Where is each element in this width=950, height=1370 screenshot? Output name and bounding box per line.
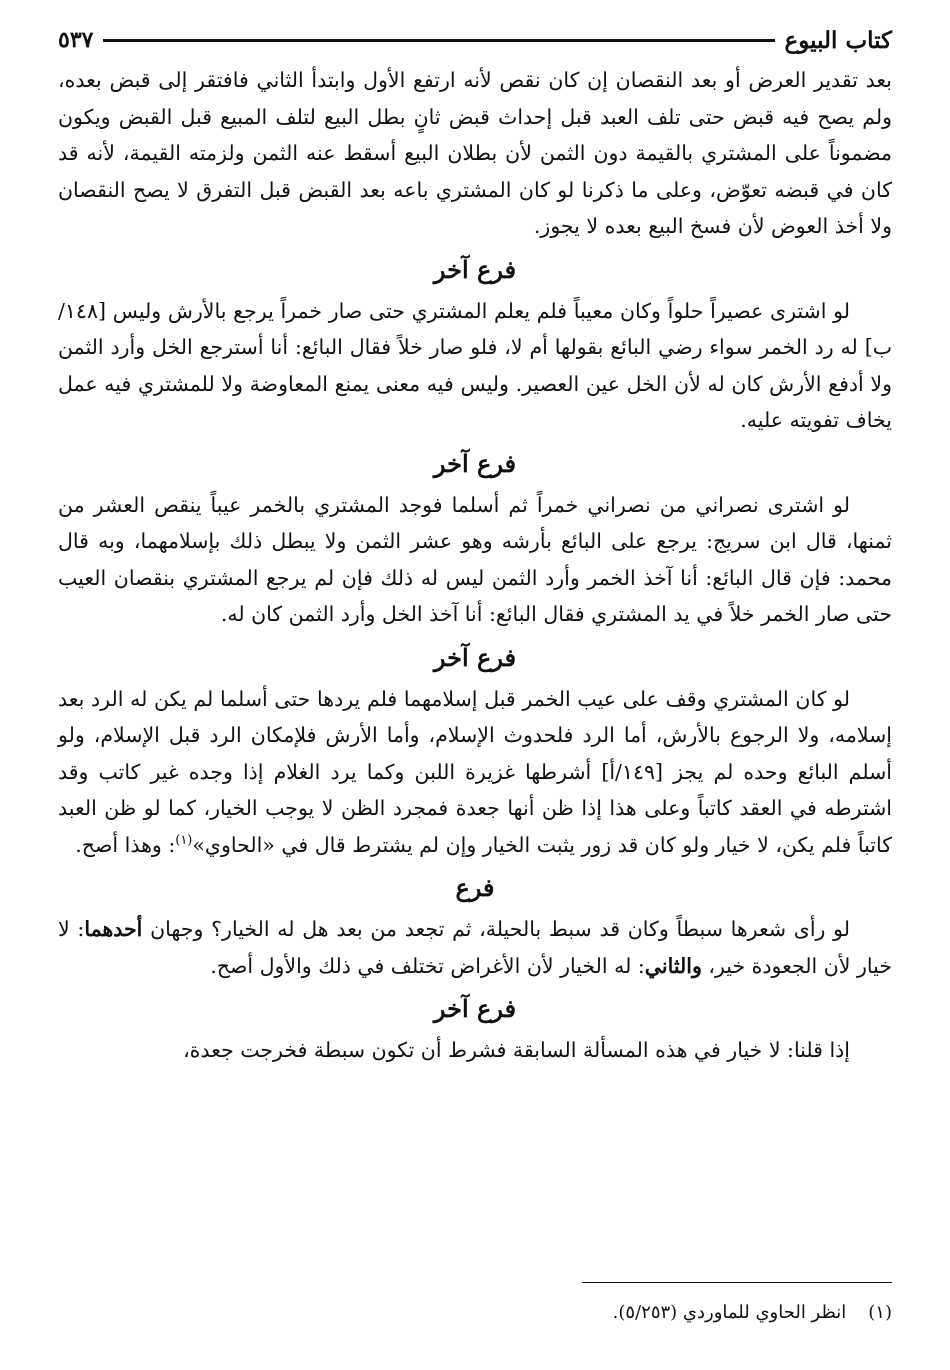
section-heading-2: فرع آخر <box>433 448 517 478</box>
section-text-3-tail: : وهذا أصح. <box>75 832 176 857</box>
section-text-4 <box>58 911 892 984</box>
header-rule <box>103 39 774 42</box>
first-view-label: أحدهما <box>84 917 143 941</box>
intro-paragraph: بعد تقدير العرض أو بعد النقصان إن كان نقص لأنه ارتفع الأول وابتدأ الثاني فافتقر إلى قبض بعده، ولم يصح فيه قبض حتى تلف العبد قبل إحداث قبض ثانٍ بطل البيع لتلف المبيع قبل القبض ويكون مضموناً على المشتري بالقيمة دون الثمن لأن بطلان البيع أسقط عنه الثمن ولزمته القيمة، لأنه قد كان في قبضه تعوّض، وعلى ما ذكرنا لو كان المشتري باعه بعد القبض قبل التفرق لا يصح النقصان ولا أخذ العوض لأن فسخ البيع بعده لا يجوز. <box>58 68 892 238</box>
section-text-3 <box>58 681 892 864</box>
running-header <box>58 20 892 60</box>
second-view-text: : له الخيار لأن الأغراض تختلف في ذلك والأول أصح. <box>210 953 645 978</box>
section-heading-4: فرع <box>455 873 495 902</box>
section-heading-3: فرع آخر <box>433 642 517 672</box>
page-number: ٥٣٧ <box>58 27 94 53</box>
section-heading-1: فرع آخر <box>433 254 517 284</box>
document-page <box>58 20 892 1370</box>
section-text-1: لو اشترى عصيراً حلواً وكان معيباً فلم يعلم المشتري حتى صار خمراً يرجع بالأرش وليس [١٤٨/ب] له رد الخمر سواء رضي البائع بقولها أم لا، فلو صار خلاً فقال البائع: أنا أسترجع الخل وأرد الثمن ولا أدفع الأرش كان له لأن الخل عين العصير. وليس فيه معنى يمنع المعاوضة ولا للمشتري فيه عمل يخاف تفويته عليه. <box>58 298 892 432</box>
section-text-4-lead: لو رأى شعرها سبطاً وكان قد سبط بالحيلة، ثم تجعد من بعد هل له الخيار؟ وجهان <box>142 917 850 941</box>
section-text-5: إذا قلنا: لا خيار في هذه المسألة السابقة فشرط أن تكون سبطة فخرجت جعدة، <box>183 1038 850 1062</box>
book-title: كتاب البيوع <box>784 26 892 54</box>
section-text-3-main: لو كان المشتري وقف على عيب الخمر قبل إسلامهما فلم يردها حتى أسلما لم يكن له الرد بعد إسلامه، ولا الرجوع بالأرش، أما الرد فلحدوث الإسلام، وأما الأرش فلإمكان الرد قبل الإسلام، ولو أسلم البائع وحده لم يجز [١٤٩/أ] أشرطها غزيرة اللبن وكما يرد الغلام إذا وجده غير كاتب وقد اشترطه في العقد كاتباً وعلى هذا إذا ظن أنها جعدة فمجرد الظن لا يوجب الخيار، كما لو ظن العبد كاتباً فلم يكن، لا خيار ولو كان قد زور يثبت الخيار وإن لم يشترط قال في «الحاوي» <box>58 686 892 857</box>
footnote-number: (١) <box>868 1302 892 1323</box>
second-view-label: والثاني <box>644 953 702 978</box>
footnote <box>613 1300 892 1326</box>
footnote-divider <box>582 1282 892 1283</box>
footnote-reference: (١) <box>175 832 193 848</box>
section-heading-5: فرع آخر <box>433 994 517 1023</box>
section-text-2: لو اشترى نصراني من نصراني خمراً ثم أسلما فوجد المشتري بالخمر عيباً ينقص العشر من ثمنها، قال ابن سريج: يرجع على البائع بأرشه وهو عشر الثمن ولا يبطل ذلك بإسلامهما، وبه قال محمد: فإن قال البائع: أنا آخذ الخمر وأرد الثمن ليس له ذلك فإن لم يرجع المشتري بنقصان العيب حتى صار الخمر خلاً في يد المشتري فقال البائع: أنا آخذ الخل وأرد الثمن كان له. <box>58 492 892 626</box>
first-view-text: : لا خيار لأن الجعودة خير، <box>58 917 892 978</box>
footnote-text: انظر الحاوي للماوردي (٥/٢٥٣). <box>612 1302 847 1323</box>
